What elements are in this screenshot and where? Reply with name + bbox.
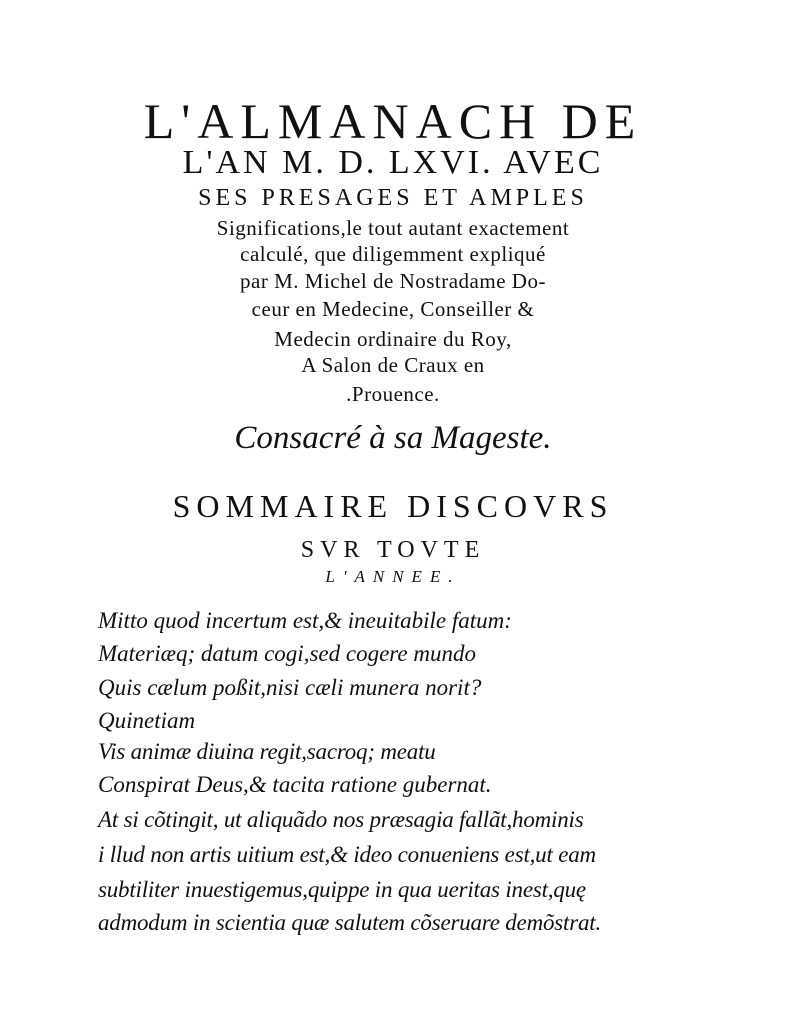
verse-line: Quis cælum poßit,nisi cæli munera norit? — [98, 675, 482, 700]
verse-line: Conspirat Deus,& tacita ratione gubernat. — [98, 772, 492, 797]
dedication: Consacré à sa Mageste. — [234, 420, 552, 456]
subtitle-line-6: A Salon de Craux en — [301, 353, 485, 377]
verse-line: At si cõtingit, ut aliquãdo nos præsagia fallãt,hominis — [98, 807, 584, 832]
section-heading-3: L'ANNEE. — [325, 567, 461, 586]
title-line-3: SES PRESAGES ET AMPLES — [198, 185, 588, 211]
verse-line: Materiæq; datum cogi,sed cogere mundo — [98, 641, 476, 666]
subtitle-line-1: Significations,le tout autant exactement — [216, 216, 570, 240]
title-line-2: L'AN M. D. LXVI. AVEC — [182, 144, 604, 181]
verse-line: Mitto quod incertum est,& ineuitabile fatum: — [98, 608, 512, 633]
section-heading-2: SVR TOVTE — [300, 537, 486, 563]
subtitle-line-4: ceur en Medecine, Conseiller & — [251, 297, 535, 321]
section-heading-1: SOMMAIRE DISCOVRS — [172, 488, 614, 524]
verse-line: Vis animæ diuina regit,sacroq; meatu — [98, 739, 436, 764]
verse-line: i llud non artis uitium est,& ideo conueniens est,ut eam — [98, 842, 596, 867]
subtitle-line-7: .Prouence. — [346, 382, 440, 406]
subtitle-line-3: par M. Michel de Nostradame Do- — [240, 269, 546, 293]
title-line-1: L'ALMANACH DE — [143, 93, 643, 149]
verse-line: admodum in scientia quæ salutem cõseruare demõstrat. — [98, 910, 602, 935]
verse-line: subtiliter inuestigemus,quippe in qua ueritas inest,quę — [98, 877, 586, 902]
subtitle-line-5: Medecin ordinaire du Roy, — [274, 327, 512, 351]
verse-line: Quinetiam — [98, 708, 196, 733]
subtitle-line-2: calculé, que diligemment expliqué — [240, 242, 546, 266]
